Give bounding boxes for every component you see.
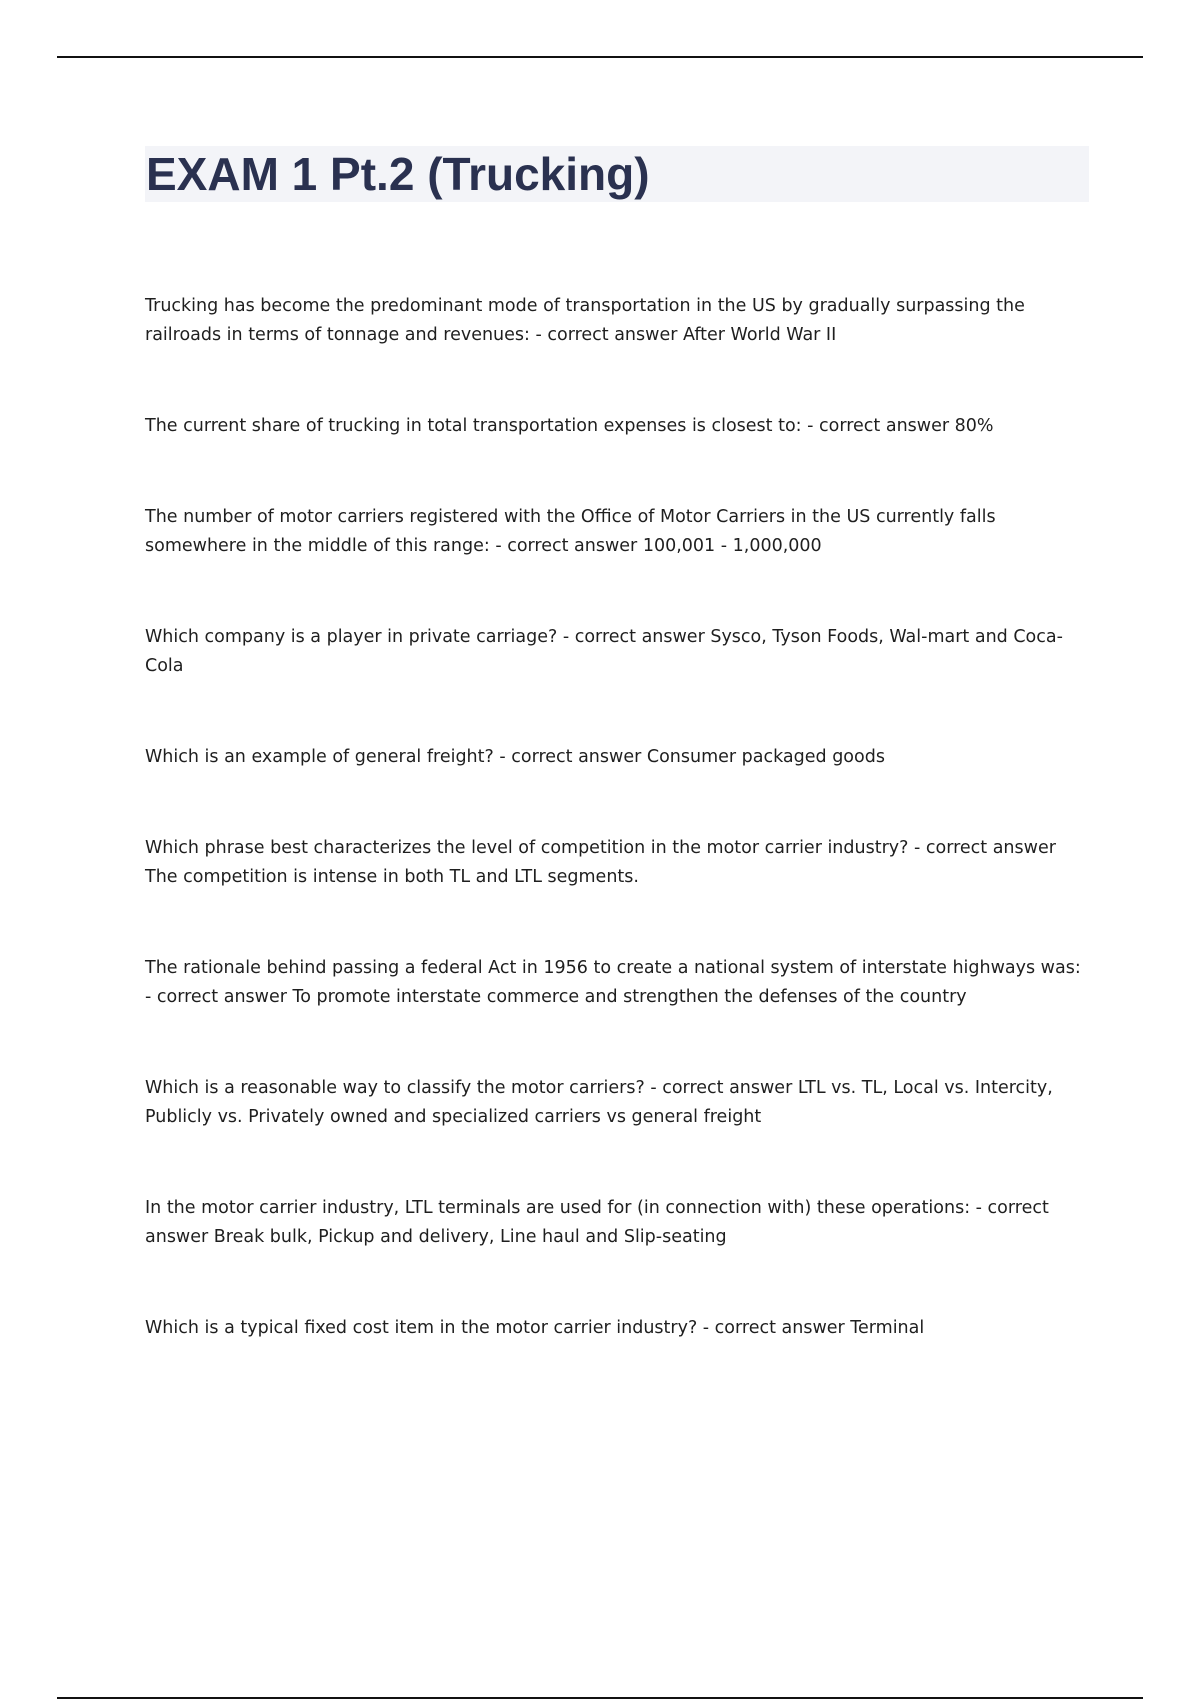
qa-item: Trucking has become the predominant mode of transportation in the US by gradually surpassing the railroads in terms of tonnage and revenues: - correct answer After World War II [145, 296, 1025, 345]
bottom-divider [57, 1697, 1143, 1699]
top-divider [57, 56, 1143, 58]
qa-item: Which company is a player in private carriage? - correct answer Sysco, Tyson Foods, Wal-mart and Coca-Cola [145, 627, 1063, 676]
qa-item: In the motor carrier industry, LTL terminals are used for (in connection with) these operations: - correct answer Break bulk, Pickup and delivery, Line haul and Slip-seating [145, 1198, 1049, 1247]
qa-item: The number of motor carriers registered with the Office of Motor Carriers in the US currently falls somewhere in the middle of this range: - correct answer 100,001 - 1,000,000 [145, 507, 996, 556]
qa-item: The current share of trucking in total transportation expenses is closest to: - correct answer 80% [145, 416, 994, 436]
qa-item: Which phrase best characterizes the level of competition in the motor carrier industry? - correct answer The competition is intense in both TL and LTL segments. [145, 838, 1056, 887]
qa-item: The rationale behind passing a federal Act in 1956 to create a national system of interstate highways was: - correct answer To promote interstate commerce and strengthen the defenses of the country [145, 958, 1081, 1007]
question-answer-list [145, 292, 1085, 1343]
qa-item: Which is a typical fixed cost item in the motor carrier industry? - correct answer Terminal [145, 1318, 925, 1338]
qa-item: Which is an example of general freight? - correct answer Consumer packaged goods [145, 747, 885, 767]
qa-item: Which is a reasonable way to classify the motor carriers? - correct answer LTL vs. TL, Local vs. Intercity, Publicly vs. Privately owned and specialized carriers vs general freight [145, 1078, 1053, 1127]
document-title: EXAM 1 Pt.2 (Trucking) [146, 148, 650, 200]
